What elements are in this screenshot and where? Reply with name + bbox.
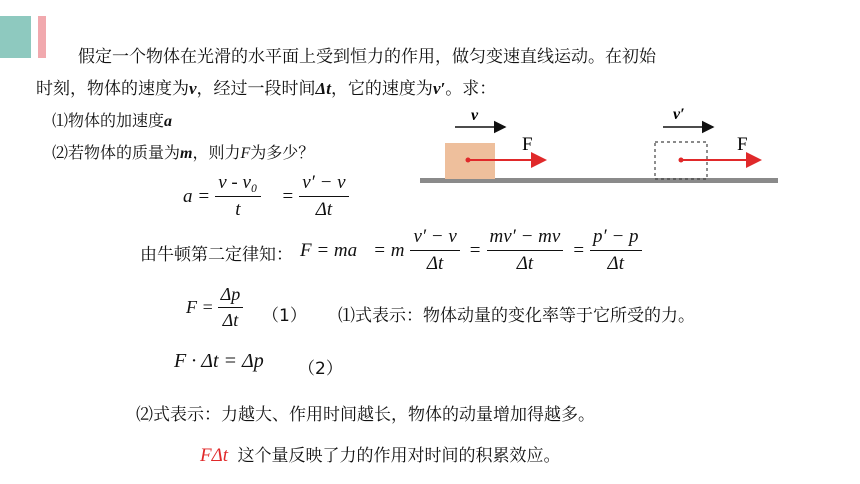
equation-2: F · Δt = Δp — [174, 350, 264, 372]
question-2: ⑵若物体的质量为m，则力F为多少？ — [52, 143, 315, 162]
motion-diagram — [415, 100, 785, 190]
equation-1-tag: （1） — [262, 306, 307, 326]
force-label-1: F — [522, 134, 533, 155]
velocity-label-final: v′ — [673, 106, 685, 123]
equation-acceleration: a = $\frac{\text{v - v₀}}{t}$ = $\frac{v' - v}{\Delta t}$ — [183, 172, 349, 221]
equation-1-explanation: ⑴式表示：物体动量的变化率等于它所受的力。 — [338, 306, 695, 326]
impulse-line: FΔt 这个量反映了力的作用对时间的积累效应。 — [200, 445, 561, 466]
equation-2-explanation: ⑵式表示：力越大、作用时间越长，物体的动量增加得越多。 — [136, 405, 595, 425]
question-1: ⑴物体的加速度a — [52, 111, 173, 130]
velocity-label-initial: v — [471, 107, 479, 124]
corner-teal-block — [0, 16, 31, 58]
force-label-2: F — [737, 134, 748, 155]
equation-1: F = $\frac{\Delta p}{\Delta t}$ — [186, 284, 243, 331]
corner-pink-stripe — [38, 16, 46, 58]
intro-line-1: 假定一个物体在光滑的水平面上受到恒力的作用，做匀变速直线运动。在初始 — [78, 47, 656, 67]
equation-2-tag: （2） — [298, 359, 343, 379]
newton-label: 由牛顿第二定律知： — [140, 245, 293, 265]
impulse-symbol: FΔt — [200, 445, 229, 466]
intro-line-2: 时刻，物体的速度为v，经过一段时间Δt，它的速度为v′。求： — [36, 79, 497, 99]
equation-newton: F = ma = m $\frac{v' - v}{\Delta t}$ = $\frac{mv' - mv}{\Delta t}$ = $\frac{p' - p}{\Delta t}$ — [300, 226, 642, 275]
